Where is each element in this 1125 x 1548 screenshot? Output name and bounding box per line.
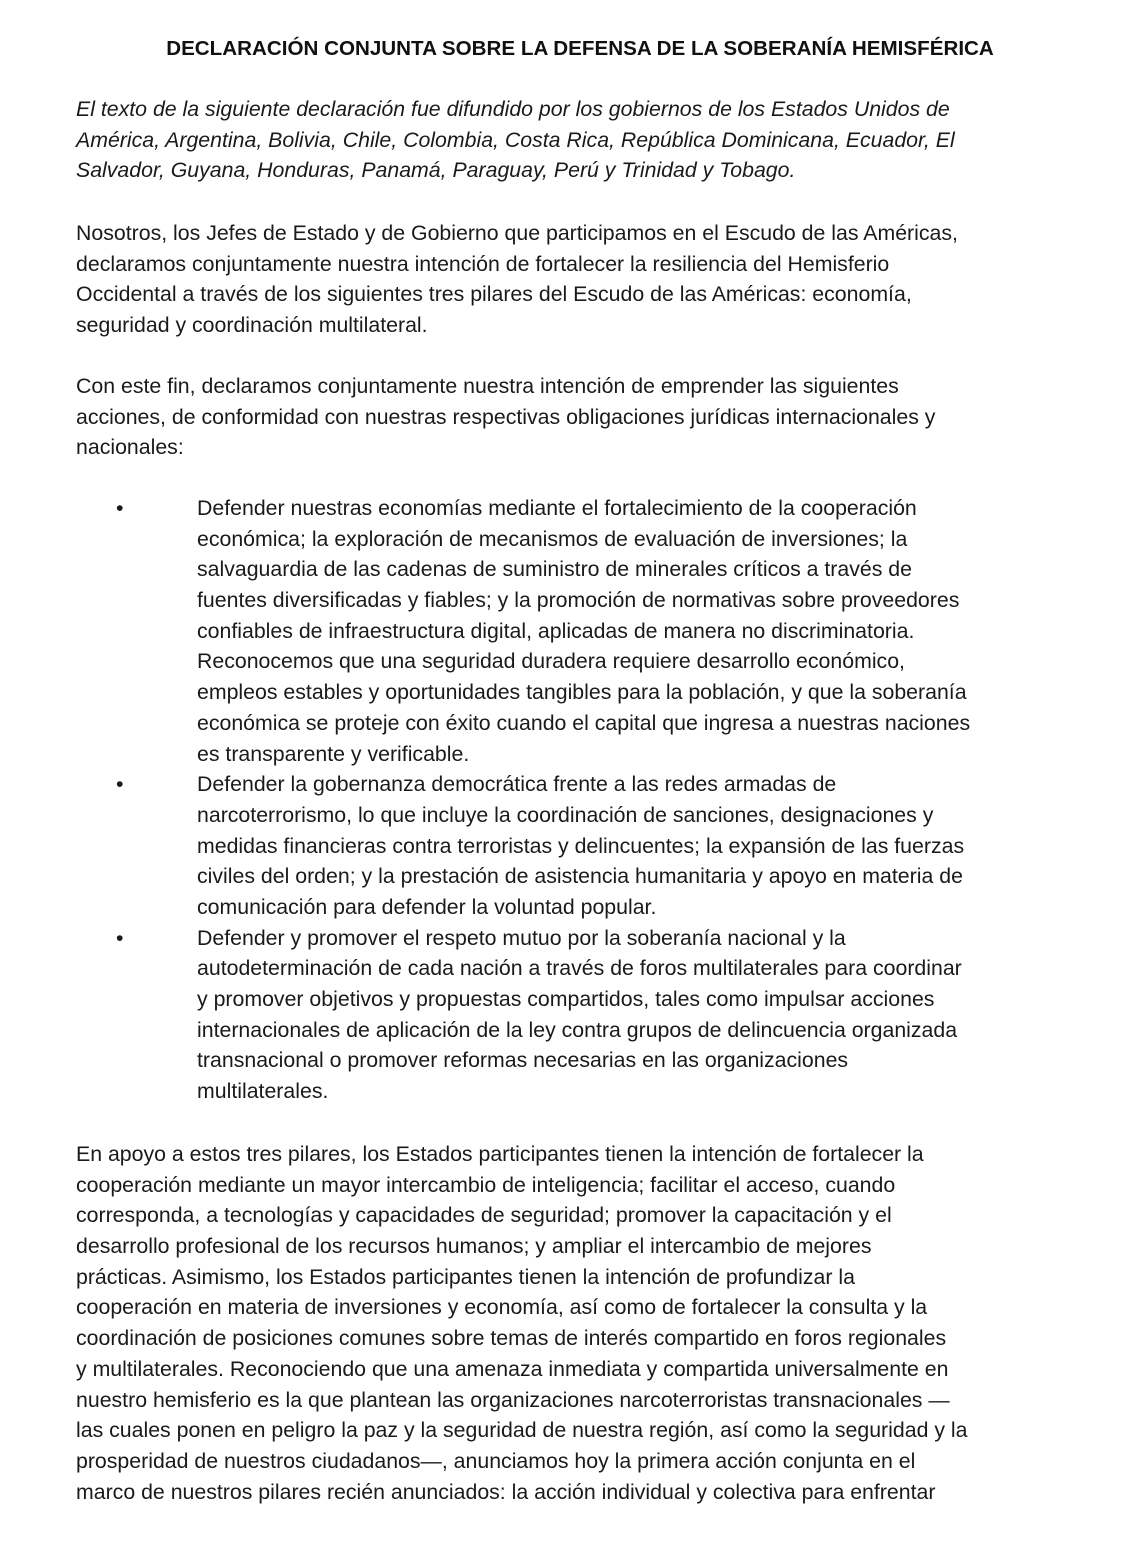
bullet-line: transnacional o promover reformas necesarias en las organizaciones [197,1048,849,1073]
bullet-icon: • [116,925,124,950]
paragraph-line: marco de nuestros pilares recién anunciados: la acción individual y colectiva para enfrentar [76,1479,936,1504]
bullet-line: narcoterrorismo, lo que incluye la coordinación de sanciones, designaciones y [197,802,934,827]
bullet-line: Defender la gobernanza democrática frente a las redes armadas de [197,772,837,797]
bullet-line: Defender y promover el respeto mutuo por la soberanía nacional y la [197,925,846,950]
intro-line: El texto de la siguiente declaración fue difundido por los gobiernos de los Estados Unidos de [76,97,950,121]
bullet-line: económica; la exploración de mecanismos de evaluación de inversiones; la [197,526,908,551]
paragraph-line: seguridad y coordinación multilateral. [76,313,428,338]
bullet-line: Reconocemos que una seguridad duradera requiere desarrollo económico, [197,649,905,674]
paragraph-line: En apoyo a estos tres pilares, los Estados participantes tienen la intención de fortalecer la [76,1142,924,1166]
paragraph-line: prácticas. Asimismo, los Estados participantes tienen la intención de profundizar la [76,1264,855,1289]
bullet-line: confiables de infraestructura digital, aplicadas de manera no discriminatoria. [197,618,915,643]
intro-line: América, Argentina, Bolivia, Chile, Colombia, Costa Rica, República Dominicana, Ecuador, El [76,127,955,152]
paragraph-line: Occidental a través de los siguientes tres pilares del Escudo de las Américas: economía, [76,282,912,307]
paragraph-line: prosperidad de nuestros ciudadanos—, anunciamos hoy la primera acción conjunta en el [76,1448,916,1473]
paragraph-line: coordinación de posiciones comunes sobre temas de interés compartido en foros regionales [76,1326,947,1351]
paragraph-pillars [76,218,958,341]
intro-paragraph [76,94,955,186]
bullet-icon: • [116,772,124,797]
paragraph-actions [76,371,935,463]
bullet-text [197,493,1125,769]
bullet-text [197,769,1125,922]
bullet-item-economy [0,493,1125,769]
bullet-item-security [0,769,1125,922]
paragraph-line: Con este fin, declaramos conjuntamente nuestra intención de emprender las siguientes [76,374,899,398]
paragraph-line: las cuales ponen en peligro la paz y la seguridad de nuestra región, así como la seguridad y la [76,1418,968,1443]
bullet-line: comunicación para defender la voluntad popular. [197,894,657,919]
bullet-line: fuentes diversificadas y fiables; y la promoción de normativas sobre proveedores [197,588,960,613]
paragraph-line: nacionales: [76,435,184,460]
paragraph-line: Nosotros, los Jefes de Estado y de Gobierno que participamos en el Escudo de las Américas, [76,221,958,245]
bullet-line: internacionales de aplicación de la ley contra grupos de delincuencia organizada [197,1017,958,1042]
paragraph-line: cooperación en materia de inversiones y economía, así como de fortalecer la consulta y la [76,1295,928,1320]
paragraph-line: acciones, de conformidad con nuestras respectivas obligaciones jurídicas internacionales y [76,404,936,429]
bullet-line: es transparente y verificable. [197,741,470,766]
document-title: DECLARACIÓN CONJUNTA SOBRE LA DEFENSA DE LA SOBERANÍA HEMISFÉRICA [166,37,994,60]
bullet-line: autodeterminación de cada nación a través de foros multilaterales para coordinar [197,956,962,981]
paragraph-line: declaramos conjuntamente nuestra intención de fortalecer la resiliencia del Hemisferio [76,251,890,276]
bullet-line: civiles del orden; y la prestación de asistencia humanitaria y apoyo en materia de [197,864,963,889]
bullet-line: económica se proteje con éxito cuando el capital que ingresa a nuestras naciones [197,710,971,735]
paragraph-line: nuestro hemisferio es la que plantean las organizaciones narcoterroristas transnacionales — [76,1387,950,1412]
bullet-list [0,493,1125,1107]
bullet-item-multilateral [0,923,1125,1107]
intro-line: Salvador, Guyana, Honduras, Panamá, Paraguay, Perú y Trinidad y Tobago. [76,158,796,183]
bullet-line: Defender nuestras economías mediante el fortalecimiento de la cooperación [197,496,917,520]
bullet-icon: • [116,496,124,520]
bullet-line: salvaguardia de las cadenas de suministro de minerales críticos a través de [197,557,912,582]
bullet-line: empleos estables y oportunidades tangibles para la población, y que la soberanía [197,680,967,705]
bullet-line: multilaterales. [197,1079,329,1104]
paragraph-line: corresponda, a tecnologías y capacidades de seguridad; promover la capacitación y el [76,1203,892,1228]
paragraph-support [76,1139,967,1507]
bullet-line: medidas financieras contra terroristas y delincuentes; la expansión de las fuerzas [197,833,965,858]
bullet-line: y promover objetivos y propuestas compartidos, tales como impulsar acciones [197,987,935,1011]
paragraph-line: desarrollo profesional de los recursos humanos; y ampliar el intercambio de mejores [76,1234,872,1259]
paragraph-line: y multilaterales. Reconociendo que una amenaza inmediata y compartida universalmente en [76,1356,949,1381]
paragraph-line: cooperación mediante un mayor intercambio de inteligencia; facilitar el acceso, cuando [76,1172,896,1197]
bullet-text [197,923,1125,1107]
